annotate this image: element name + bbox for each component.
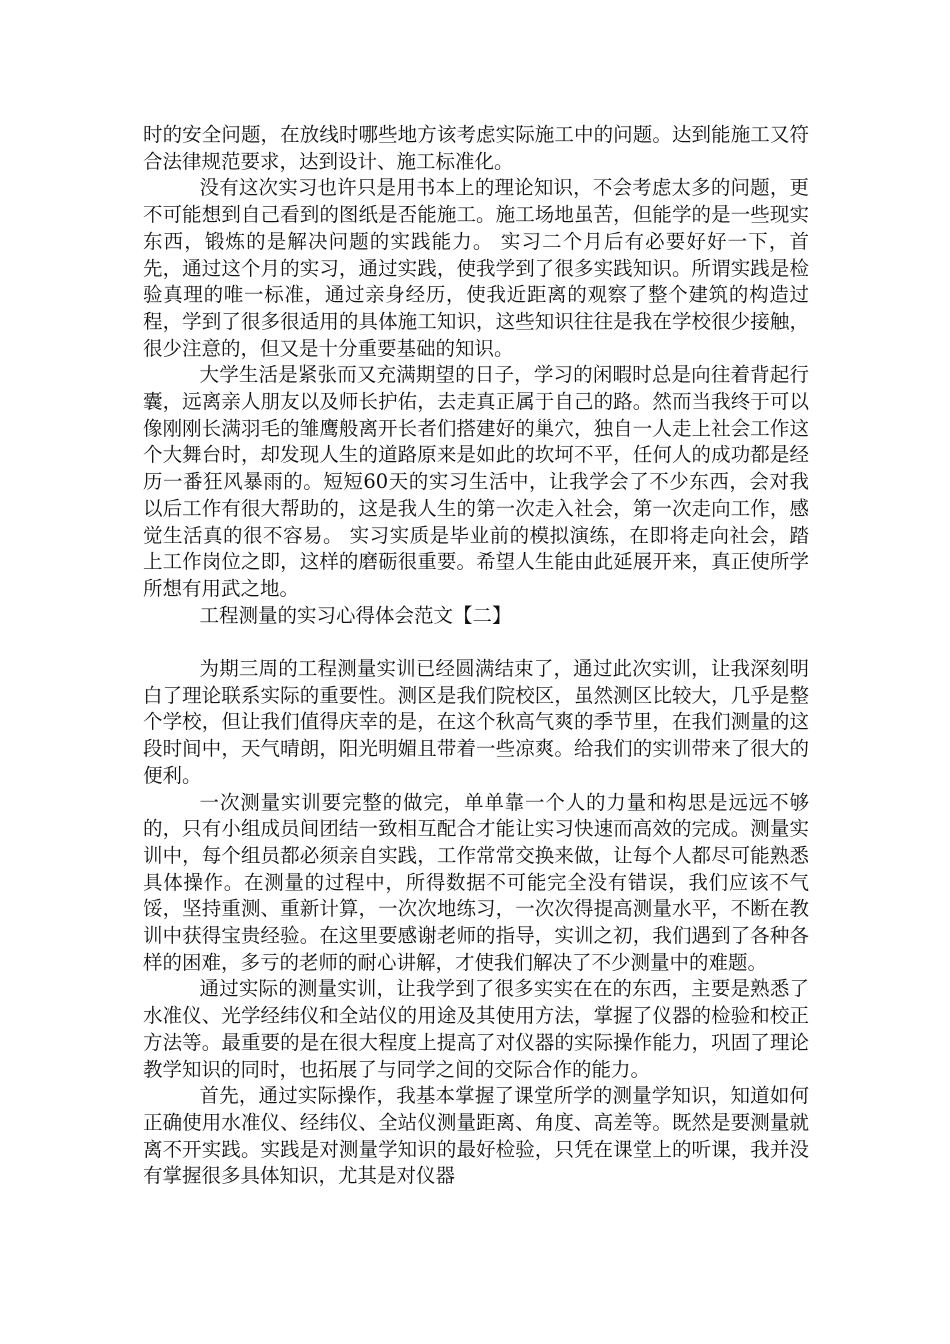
section-heading: 工程测量的实习心得体会范文【二】: [199, 603, 512, 627]
paragraph: 一次测量实训要完整的做完，单单靠一个人的力量和构思是远远不够的，只有小组成员间团结一致相互配合才能让实习快速而高效的完成。测量实训中，每个组员都必须亲自实践，工作常常交换来做，让每个人都尽可能熟悉具体操作。在测量的过程中，所得数据不可能完全没有错误，我们应该不气馁，坚持重测、重新计算，一次次地练习，一次次得提高测量水平，不断在教训中获得宝贵经验。在这里要感谢老师的指导，实训之初，我们遇到了各种各样的困难，多亏的老师的耐心讲解，才使我们解决了不少测量中的难题。: [143, 790, 809, 974]
paragraph: 大学生活是紧张而又充满期望的日子，学习的闲暇时总是向往着背起行囊，远离亲人朋友以及师长护佑，去走真正属于自己的路。然而当我终于可以像刚刚长满羽毛的雏鹰般离开长者们搭建好的巢穴，独自一人走上社会工作这个大舞台时，却发现人生的道路原来是如此的坎坷不平，任何人的成功都是经历一番狂风暴雨的。短短60天的实习生活中，让我学会了不少东西，会对我以后工作有很大帮助的，这是我人生的第一次走入社会，第一次走向工作，感觉生活真的很不容易。 实习实质是毕业前的模拟演练，在即将走向社会，踏上工作岗位之即，这样的磨砺很重要。希望人生能由此延展开来，真正使所学所想有用武之地。: [143, 363, 809, 600]
document-page: [143, 122, 809, 1190]
paragraph: 首先，通过实际操作，我基本掌握了课堂所学的测量学知识，知道如何正确使用水准仪、经纬仪、全站仪测量距离、角度、高差等。既然是要测量就离不开实践。实践是对测量学知识的最好检验，只凭在课堂上的听课，我并没有掌握很多具体知识，尤其是对仪器: [143, 1084, 809, 1188]
paragraph-continuation: 时的安全问题，在放线时哪些地方该考虑实际施工中的问题。达到能施工又符合法律规范要求，达到设计、施工标准化。: [143, 123, 809, 173]
paragraph: 为期三周的工程测量实训已经圆满结束了，通过此次实训，让我深刻明白了理论联系实际的重要性。测区是我们院校区，虽然测区比较大，几乎是整个学校，但让我们值得庆幸的是，在这个秋高气爽的季节里，在我们测量的这段时间中，天气晴朗，阳光明媚且带着一些凉爽。给我们的实训带来了很大的便利。: [143, 657, 809, 787]
paragraph: 通过实际的测量实训，让我学到了很多实实在在的东西，主要是熟悉了水准仪、光学经纬仪和全站仪的用途及其使用方法，掌握了仪器的检验和校正方法等。最重要的是在很大程度上提高了对仪器的实际操作能力，巩固了理论教学知识的同时，也拓展了与同学之间的交际合作的能力。: [143, 977, 809, 1081]
paragraph: 没有这次实习也许只是用书本上的理论知识，不会考虑太多的问题，更不可能想到自己看到的图纸是否能施工。施工场地虽苦，但能学的是一些现实东西，锻炼的是解决问题的实践能力。 实习二个月后有必要好好一下，首先，通过这个月的实习，通过实践，使我学到了很多实践知识。所谓实践是检验真理的唯一标准，通过亲身经历，使我近距离的观察了整个建筑的构造过程，学到了很多很适用的具体施工知识，这些知识往往是我在学校很少接触，很少注意的，但又是十分重要基础的知识。: [143, 176, 809, 360]
blank-line: [143, 629, 809, 656]
